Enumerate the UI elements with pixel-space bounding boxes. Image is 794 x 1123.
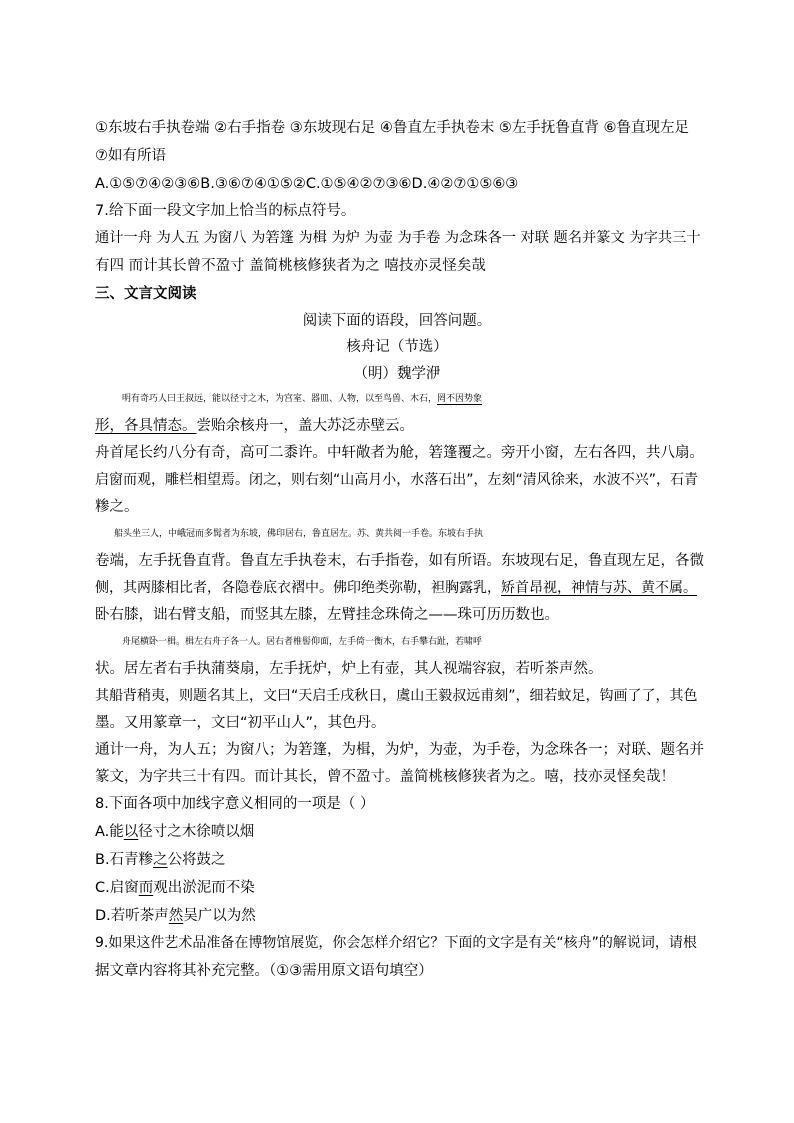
passage-p2-line1: 舟首尾长约八分有奇，高可二黍许。中轩敞者为舱，箬篷覆之。旁开小窗，左右各四，共八扇。 <box>95 445 704 461</box>
section-heading: 三、文言文阅读 <box>95 286 197 302</box>
underlined-word: 以 <box>123 824 139 840</box>
q7-text-line2: 有四 而计其长曾不盈寸 盖简桃核修狭者为之 嘻技亦灵怪矣哉 <box>95 258 486 274</box>
underlined-phrase: 矫首昂视，神情与苏、黄不属。 <box>501 580 697 596</box>
passage-p4-line1: 船头坐三人，中峨冠而多髯者为东坡，佛印居右，鲁直居左。苏、黄共阅一手卷。东坡右手执 <box>114 529 484 539</box>
passage-title: 核舟记（节选） <box>346 339 448 355</box>
passage-p4-line2: 卷端，左手抚鲁直背。鲁直左手执卷末，右手指卷，如有所语。东坡现右足，鲁直现左足，各微 <box>95 553 704 569</box>
passage-p7-line1: 通计一舟，为人五；为窗八；为箬篷，为楫，为炉，为壶，为手卷，为念珠各一；对联、题名并 <box>95 742 704 758</box>
passage-p7-line2: 篆文，为字共三十有四。而计其长，曾不盈寸。盖简桃核修狭者为之。嘻，技亦灵怪矣哉！ <box>95 769 675 785</box>
passage-p6-line1: 其船背稍夷，则题名其上，文曰“天启壬戌秋日，虞山王毅叔远甫刻”，细若蚊足，钩画了了，其色 <box>95 688 698 704</box>
q6-options: A.①⑤⑦④②③⑥B.③⑥⑦④①⑤②C.①⑤④②⑦③⑥D.④②⑦①⑤⑥③ <box>95 176 519 192</box>
passage-p1-line2: 形，各具情态。尝贻余核舟一，盖大苏泛赤壁云。 <box>95 418 414 434</box>
passage-p6-line2: 墨。又用篆章一，文曰“初平山人”，其色丹。 <box>95 715 386 731</box>
passage-author: （明）魏学洢 <box>353 366 441 382</box>
reading-instruction: 阅读下面的语段，回答问题。 <box>302 313 492 329</box>
underlined-word: 而 <box>138 880 154 896</box>
q9-question-line2: 据文章内容将其补充完整。（①③需用原文语句填空） <box>95 963 433 979</box>
q9-question-line1: 9.如果这件艺术品准备在博物馆展览，你会怎样介绍它？下面的文字是有关“核舟”的解说词，请根 <box>95 935 697 951</box>
underlined-word: 然 <box>168 908 184 924</box>
passage-p5-line1: 舟尾横卧一楫。楫左右舟子各一人。居右者椎髻仰面，左手倚一衡木，右手攀右趾，若啸呼 <box>122 637 483 647</box>
q8-option-d: D.若听茶声然吴广以为然 <box>95 908 256 924</box>
underlined-phrase: 形，各具情态。 <box>95 418 197 434</box>
passage-p4-line4: 卧右膝，诎右臂支船，而竖其左膝，左臂挂念珠倚之——珠可历历数也。 <box>95 607 559 623</box>
passage-p3-line2: 糁之。 <box>95 499 139 515</box>
passage-p3-line1: 启窗而观，雕栏相望焉。闭之，则右刻“山高月小，水落石出”，左刻“清风徐来，水波不兴”，石青 <box>95 472 699 488</box>
q8-question: 8.下面各项中加线字意义相同的一项是（ ） <box>95 796 375 812</box>
passage-p5-line2: 状。居左者右手执蒲葵扇，左手抚炉，炉上有壶，其人视端容寂，若听茶声然。 <box>95 661 603 677</box>
q7-question: 7.给下面一段文字加上恰当的标点符号。 <box>95 203 356 219</box>
q6-items-line2: ⑦如有所语 <box>95 148 166 164</box>
q8-option-c: C.启窗而观出淤泥而不染 <box>95 880 255 896</box>
q8-option-a: A.能以径寸之木徐喷以烟 <box>95 824 255 840</box>
underlined-word: 之 <box>153 852 168 868</box>
passage-p4-line3: 侧，其两膝相比者，各隐卷底衣褶中。佛印绝类弥勒，袒胸露乳，矫首昂视，神情与苏、黄不属。 <box>95 580 697 596</box>
q6-items-line1: ①东坡右手执卷端 ②右手指卷 ③东坡现右足 ④鲁直左手执卷末 ⑤左手抚鲁直背 ⑥鲁直现左足 <box>95 120 690 136</box>
q8-option-b: B.石青糁之公将鼓之 <box>95 852 226 868</box>
q7-text-line1: 通计一舟 为人五 为窗八 为箬篷 为楫 为炉 为壶 为手卷 为念珠各一 对联 题名并篆文 为字共三十 <box>95 230 701 246</box>
passage-p1-line1: 明有奇巧人曰王叔远，能以径寸之木，为宫室、器皿、人物，以至鸟兽、木石，罔不因势象 <box>122 394 483 404</box>
underlined-phrase: 罔不因势象 <box>437 394 483 404</box>
